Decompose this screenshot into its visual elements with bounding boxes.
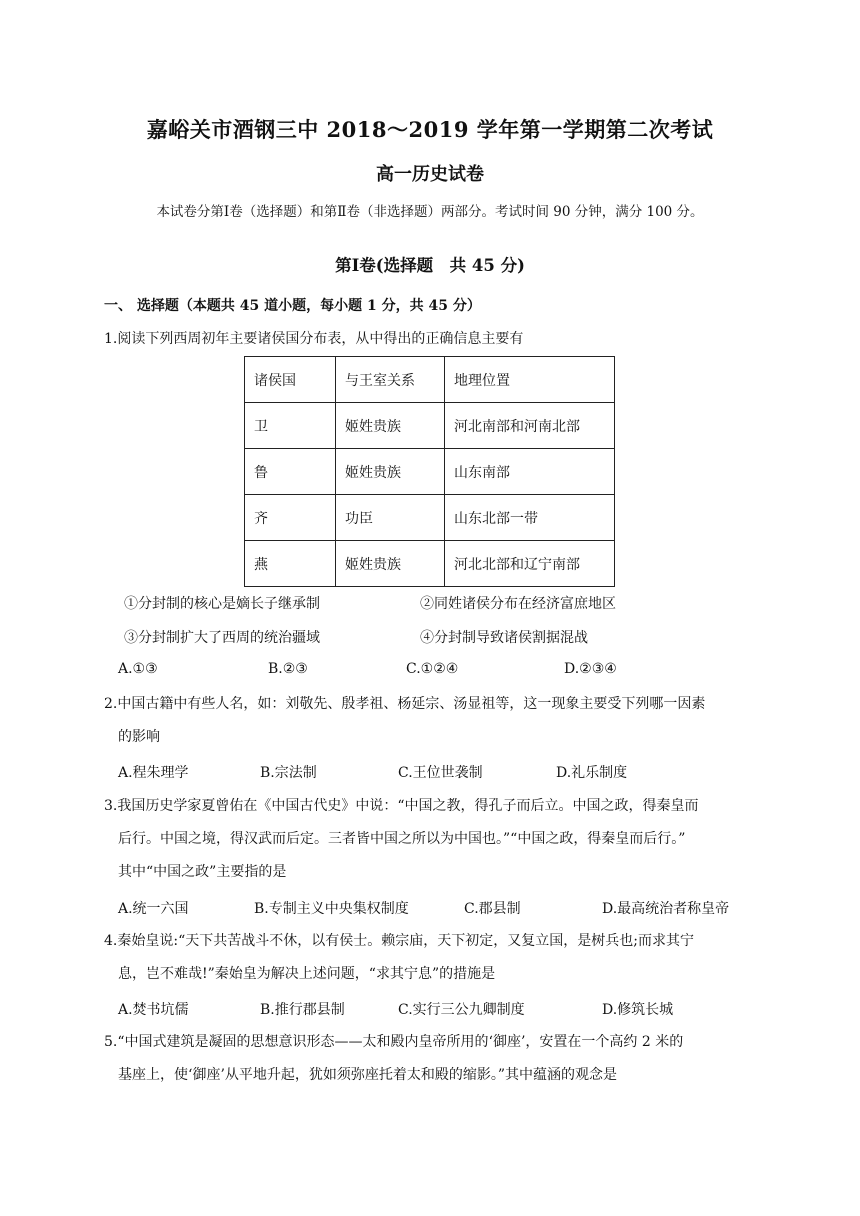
table-cell: 姬姓贵族 <box>336 403 445 449</box>
question-1-stem <box>104 323 764 356</box>
answer-option: D.修筑长城 <box>602 1002 674 1018</box>
table-row <box>245 495 615 541</box>
answer-option: C.实行三公九卿制度 <box>398 1002 525 1018</box>
table-header-cell: 与王室关系 <box>336 357 445 403</box>
answer-option: C.王位世袭制 <box>398 765 483 781</box>
question-line: 5.“中国式建筑是凝固的思想意识形态——太和殿内皇帝所用的‘御座’，安置在一个高约 2 米的 <box>104 1034 684 1050</box>
table-row <box>245 449 615 495</box>
question-line: 4.秦始皇说:“天下共苦战斗不休，以有侯士。赖宗庙，天下初定，又复立国，是树兵也;而求其宁 <box>104 933 694 949</box>
question-3-stem <box>104 790 764 889</box>
question-line: 基座上，使‘御座’从平地升起，犹如须弥座托着太和殿的缩影。”其中蕴涵的观念是 <box>118 1067 618 1083</box>
question-line: 息，岂不难哉!”秦始皇为解决上述问题，“求其宁息”的措施是 <box>118 966 496 982</box>
question-line: 其中“中国之政”主要指的是 <box>118 864 287 880</box>
volume-title: 第Ⅰ卷(选择题 共 45 分) <box>335 256 525 275</box>
answer-option: D.礼乐制度 <box>556 765 628 781</box>
answer-option: A.程朱理学 <box>118 765 189 781</box>
section-title: 一、 选择题（本题共 45 道小题，每小题 1 分，共 45 分） <box>104 298 481 314</box>
answer-option: C.①②④ <box>406 661 459 677</box>
table-cell: 山东北部一带 <box>445 495 615 541</box>
table-cell: 姬姓贵族 <box>336 449 445 495</box>
statement: ③分封制扩大了西周的统治疆域 <box>124 630 320 646</box>
statement: ④分封制导致诸侯割据混战 <box>420 630 588 646</box>
table-cell: 河北北部和辽宁南部 <box>445 541 615 587</box>
table-cell: 卫 <box>245 403 336 449</box>
table-header-cell: 诸侯国 <box>245 357 336 403</box>
answer-option: A.焚书坑儒 <box>118 1002 189 1018</box>
exam-subtitle: 高一历史试卷 <box>376 164 484 185</box>
answer-option: B.专制主义中央集权制度 <box>254 901 409 917</box>
question-line: 1.阅读下列西周初年主要诸侯国分布表，从中得出的正确信息主要有 <box>104 331 524 347</box>
answer-option: B.②③ <box>268 661 308 677</box>
statement: ②同姓诸侯分布在经济富庶地区 <box>420 596 616 612</box>
answer-option: B.宗法制 <box>260 765 317 781</box>
question-line: 的影响 <box>118 729 160 745</box>
question-2-stem <box>104 688 764 754</box>
table-cell: 齐 <box>245 495 336 541</box>
table-cell: 鲁 <box>245 449 336 495</box>
question-4-stem <box>104 925 764 991</box>
table-cell: 姬姓贵族 <box>336 541 445 587</box>
question-line: 后行。中国之境，得汉武而后定。三者皆中国之所以为中国也。”“中国之政，得秦皇而后行。” <box>118 831 686 847</box>
question-5-stem <box>104 1026 764 1092</box>
table-cell: 河北南部和河南北部 <box>445 403 615 449</box>
answer-option: D.最高统治者称皇帝 <box>602 901 730 917</box>
table-row <box>245 541 615 587</box>
exam-title: 嘉峪关市酒钢三中 2018～2019 学年第一学期第二次考试 <box>146 117 714 142</box>
question-line: 3.我国历史学家夏曾佑在《中国古代史》中说：“中国之教，得孔子而后立。中国之政，得秦皇而 <box>104 798 699 814</box>
table-row <box>245 403 615 449</box>
statement: ①分封制的核心是嫡长子继承制 <box>124 596 320 612</box>
question-line: 2.中国古籍中有些人名，如：刘敬先、殷孝祖、杨延宗、汤显祖等，这一现象主要受下列哪一因素 <box>104 696 706 712</box>
answer-option: A.①③ <box>118 661 158 677</box>
table-cell: 功臣 <box>336 495 445 541</box>
exam-intro: 本试卷分第Ⅰ卷（选择题）和第Ⅱ卷（非选择题）两部分。考试时间 90 分钟，满分 100 分。 <box>156 204 704 220</box>
table-cell: 燕 <box>245 541 336 587</box>
table-header-cell: 地理位置 <box>445 357 615 403</box>
answer-option: A.统一六国 <box>118 901 189 917</box>
answer-option: D.②③④ <box>564 661 617 677</box>
answer-option: C.郡县制 <box>464 901 521 917</box>
table-header-row <box>245 357 615 403</box>
fief-distribution-table <box>244 356 615 587</box>
answer-option: B.推行郡县制 <box>260 1002 345 1018</box>
table-cell: 山东南部 <box>445 449 615 495</box>
